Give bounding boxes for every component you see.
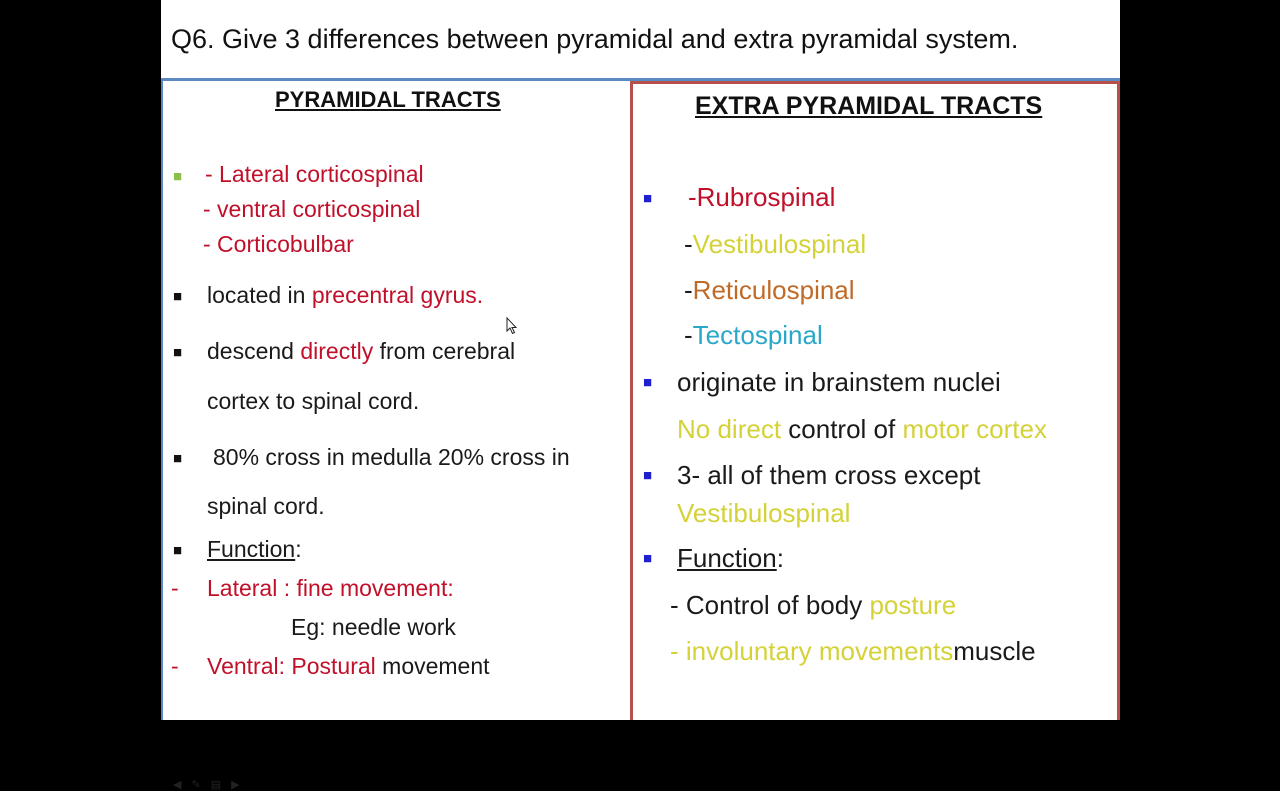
square-bullet-icon: ■ (173, 450, 183, 467)
eg-text: Eg: needle work (291, 614, 456, 640)
lateral-function: Lateral : fine movement: (207, 575, 454, 601)
tract-reticulospinal (684, 275, 855, 306)
question-title: Q6. Give 3 differences between pyramidal and extra pyramidal system. (171, 24, 1019, 54)
slideshow-toolbar[interactable] (173, 778, 240, 791)
descend-suffix: from cerebral (373, 338, 516, 364)
posture-text: posture (869, 590, 957, 620)
descend-highlight: directly (300, 338, 374, 364)
descend-line2: cortex to spinal cord. (207, 388, 420, 414)
lateral-dash: - (171, 575, 179, 601)
located-prefix: located in (207, 282, 312, 308)
function-label (677, 543, 784, 574)
square-bullet-icon: ■ (643, 467, 653, 484)
cross-exception: Vestibulospinal (677, 498, 851, 528)
function-colon: : (776, 543, 784, 573)
ventral-function (207, 653, 490, 681)
muscle-text: muscle (953, 636, 1036, 666)
square-bullet-icon: ■ (643, 190, 653, 207)
prev-icon[interactable]: ◀ (173, 779, 182, 791)
function-label-text: Function (677, 543, 777, 573)
square-bullet-icon: ■ (173, 288, 183, 305)
tract-rubrospinal: -Rubrospinal (688, 182, 836, 212)
no-direct-text: No direct (677, 414, 782, 444)
tract-vestibulospinal (684, 229, 866, 260)
square-bullet-icon: ■ (173, 168, 183, 185)
tract-tectospinal (684, 320, 823, 351)
control-prefix: - Control of body (670, 590, 870, 620)
descend-prefix: descend (207, 338, 301, 364)
square-bullet-icon: ■ (643, 374, 653, 391)
function-colon: : (295, 536, 302, 562)
extra-pyramidal-column (630, 81, 1120, 720)
originate-text: originate in brainstem nuclei (677, 367, 1001, 397)
mouse-cursor-icon (506, 317, 518, 335)
dash: - (684, 229, 693, 259)
control-of-text: control of (781, 414, 903, 444)
descend-text (207, 338, 515, 366)
involuntary-text: - involuntary movements (670, 636, 954, 666)
tectospinal-text: Tectospinal (692, 320, 823, 350)
pyramidal-heading: PYRAMIDAL TRACTS (275, 87, 501, 112)
square-bullet-icon: ■ (643, 550, 653, 567)
function-label (207, 536, 302, 564)
tract-corticobulbar: - Corticobulbar (203, 231, 354, 257)
tract-ventral-corticospinal: - ventral corticospinal (203, 196, 421, 222)
pen-icon[interactable]: ✎ (191, 779, 201, 791)
located-highlight: precentral gyrus (311, 282, 477, 308)
ventral-label: Ventral: Postural (207, 653, 376, 679)
pyramidal-column (161, 81, 630, 791)
square-bullet-icon: ■ (173, 344, 183, 361)
next-icon[interactable]: ▶ (231, 779, 240, 791)
cross-text: 3- all of them cross except (677, 460, 981, 490)
ventral-suffix: movement (375, 653, 490, 679)
located-text (207, 282, 483, 310)
control-posture (670, 590, 956, 621)
slide (161, 0, 1120, 791)
located-suffix: . (476, 282, 484, 308)
cross-line2: spinal cord. (207, 493, 325, 519)
square-bullet-icon: ■ (173, 542, 183, 559)
dash: - (684, 275, 693, 305)
involuntary-movements (670, 636, 1036, 667)
extra-pyramidal-heading: EXTRA PYRAMIDAL TRACTS (695, 92, 1043, 120)
motor-cortex-text: motor cortex (902, 414, 1047, 444)
dash: - (684, 320, 693, 350)
ventral-dash: - (171, 653, 179, 679)
no-direct-control (677, 414, 1047, 445)
reticulospinal-text: Reticulospinal (692, 275, 855, 305)
tract-lateral-corticospinal: - Lateral corticospinal (205, 161, 424, 187)
function-label-text: Function (207, 536, 296, 562)
menu-icon[interactable]: ▤ (210, 779, 222, 791)
cross-line1: 80% cross in medulla 20% cross in (213, 444, 570, 470)
vestibulospinal-text: Vestibulospinal (692, 229, 867, 259)
